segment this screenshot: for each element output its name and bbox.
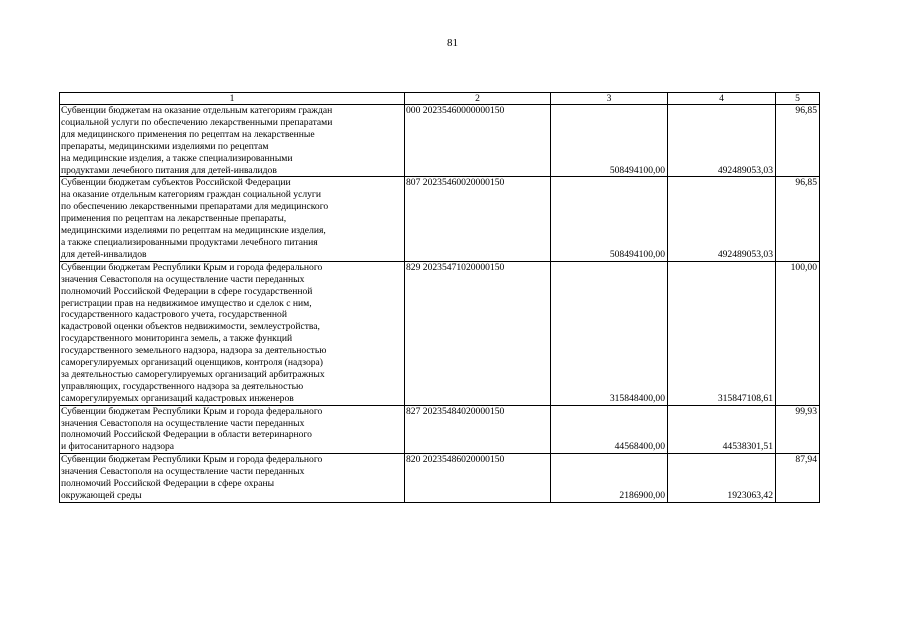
column-header: 3 — [551, 93, 668, 105]
page-number: 81 — [447, 37, 458, 49]
row-name-cell — [60, 105, 405, 177]
row-name-line: Субвенции бюджетам субъектов Российской Федерации — [61, 177, 291, 189]
column-header: 1 — [60, 93, 405, 105]
row-name-line: государственного кадастрового учета, государственной — [61, 309, 287, 321]
row-name-line: окружающей среды — [61, 490, 142, 501]
table-row — [60, 105, 820, 177]
row-name-line: применения по рецептам на лекарственные препараты, — [61, 213, 287, 225]
row-name-line: а также специализированными продуктами лечебного питания — [61, 236, 318, 248]
row-name-line: на оказание отдельным категориям граждан социальной услуги — [61, 189, 321, 201]
row-name-line: для детей-инвалидов — [61, 248, 147, 260]
row-name-line: по обеспечению лекарственными препаратами для медицинского — [61, 201, 329, 213]
row-planned-cell: 508494100,00 — [551, 105, 668, 177]
row-name-line: для медицинского применения по рецептам на лекарственные — [61, 128, 315, 140]
table-row — [60, 261, 820, 405]
row-name-line: кадастровой оценки объектов недвижимости, землеустройства, — [61, 321, 320, 333]
table-row — [60, 405, 820, 454]
row-planned-cell: 2186900,00 — [551, 454, 668, 503]
column-header: 5 — [776, 93, 820, 105]
row-planned-cell: 315848400,00 — [551, 261, 668, 405]
row-name-line: управляющих, государственного надзора за деятельностью — [61, 380, 304, 392]
row-name-line: полномочий Российской Федерации в области ветеринарного — [61, 429, 312, 441]
row-executed-cell: 492489053,03 — [668, 177, 776, 261]
row-code-cell: 820 20235486020000150 — [405, 454, 551, 503]
column-header: 4 — [668, 93, 776, 105]
column-header: 2 — [405, 93, 551, 105]
row-name-line: Субвенции бюджетам Республики Крым и города федерального — [61, 261, 323, 273]
row-name-line: полномочий Российской Федерации в сфере охраны — [61, 478, 275, 490]
row-name-line: значения Севастополя на осуществление части переданных — [61, 417, 305, 429]
row-code-cell: 807 20235460020000150 — [405, 177, 551, 261]
row-planned-cell: 508494100,00 — [551, 177, 668, 261]
row-code-cell: 827 20235484020000150 — [405, 405, 551, 454]
row-name-cell — [60, 177, 405, 261]
row-name-cell — [60, 405, 405, 454]
row-name-line: Субвенции бюджетам на оказание отдельным категориям граждан — [61, 105, 333, 116]
header-row — [60, 93, 820, 105]
budget-table — [59, 92, 820, 503]
row-name-line: Субвенции бюджетам Республики Крым и города федерального — [61, 405, 323, 417]
row-name-line: за деятельностью саморегулируемых организаций арбитражных — [61, 368, 325, 380]
row-name-line: полномочий Российской Федерации в сфере государственной — [61, 285, 313, 297]
row-percent-cell: 87,94 — [776, 454, 820, 503]
row-name-line: саморегулируемых организаций кадастровых инженеров — [61, 392, 294, 404]
table-row — [60, 177, 820, 261]
row-name-line: значения Севастополя на осуществление части переданных — [61, 466, 305, 478]
row-code-cell: 000 20235460000000150 — [405, 105, 551, 177]
row-name-line: Субвенции бюджетам Республики Крым и города федерального — [61, 454, 323, 466]
row-percent-cell: 96,85 — [776, 177, 820, 261]
row-percent-cell: 96,85 — [776, 105, 820, 177]
row-name-line: саморегулируемых организаций оценщиков, контроля (надзора) — [61, 357, 323, 369]
row-name-line: государственного земельного надзора, надзора за деятельностью — [61, 345, 327, 357]
row-name-line: значения Севастополя на осуществление части переданных — [61, 273, 305, 285]
table-row — [60, 454, 820, 503]
row-executed-cell: 492489053,03 — [668, 105, 776, 177]
row-executed-cell: 44538301,51 — [668, 405, 776, 454]
row-code-cell: 829 20235471020000150 — [405, 261, 551, 405]
row-percent-cell: 99,93 — [776, 405, 820, 454]
row-name-line: государственного мониторинга земель, а также функций — [61, 333, 293, 345]
row-name-line: на медицинские изделия, а также специализированными — [61, 152, 293, 164]
row-name-line: медицинскими изделиями по рецептам на медицинские изделия, — [61, 225, 326, 237]
row-name-cell — [60, 454, 405, 503]
row-percent-cell: 100,00 — [776, 261, 820, 405]
row-name-line: препараты, медицинскими изделиями по рецептам — [61, 140, 269, 152]
row-planned-cell: 44568400,00 — [551, 405, 668, 454]
row-name-line: регистрации прав на недвижимое имущество и сделок с ним, — [61, 297, 312, 309]
row-executed-cell: 1923063,42 — [668, 454, 776, 503]
row-name-line: и фитосанитарного надзора — [61, 441, 175, 453]
row-executed-cell: 315847108,61 — [668, 261, 776, 405]
row-name-line: социальной услуги по обеспечению лекарственными препаратами — [61, 116, 333, 128]
row-name-cell — [60, 261, 405, 405]
row-name-line: продуктами лечебного питания для детей-инвалидов — [61, 164, 277, 176]
